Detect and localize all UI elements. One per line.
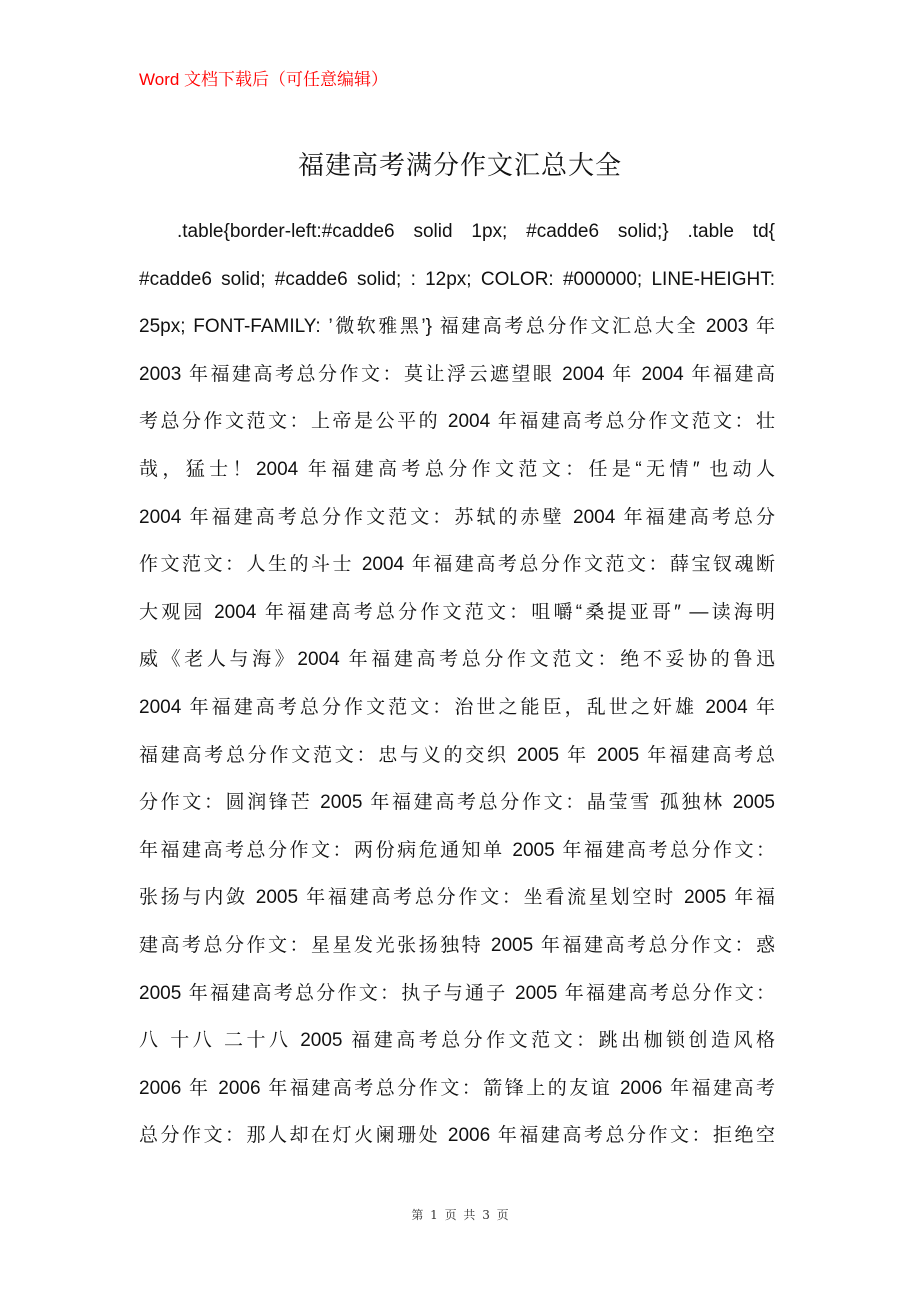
body-line: 八 十八 二十八 2005 福建高考总分作文范文：跳出枷锁创造风格 (139, 1030, 775, 1052)
download-notice-header: Word 文档下载后（可任意编辑） (139, 70, 389, 89)
body-line: 分作文：圆润锋芒 2005 年福建高考总分作文：晶莹雪 孤独林 2005 (139, 792, 775, 814)
body-line: 张扬与内敛 2005 年福建高考总分作文：坐看流星划空时 2005 年福 (139, 887, 775, 909)
body-line: 考总分作文范文：上帝是公平的 2004 年福建高考总分作文范文：壮 (139, 411, 775, 433)
body-line: 大观园 2004 年福建高考总分作文范文：咀嚼“桑提亚哥″ —读海明 (139, 601, 775, 623)
body-line: .table{border-left:#cadde6 solid 1px; #cadde6 solid;} .table td{ (177, 221, 775, 242)
body-line: #cadde6 solid; #cadde6 solid; : 12px; COLOR: #000000; LINE-HEIGHT: (139, 268, 775, 290)
body-line: 25px; FONT-FAMILY: ’微软雅黑’} 福建高考总分作文汇总大全 2003 年 (139, 316, 775, 338)
body-line: 作文范文：人生的斗士 2004 年福建高考总分作文范文：薛宝钗魂断 (139, 554, 775, 576)
body-line: 2005 年福建高考总分作文：执子与通子 2005 年福建高考总分作文： (139, 982, 775, 1004)
body-line: 2004 年福建高考总分作文范文：苏轼的赤壁 2004 年福建高考总分 (139, 506, 775, 528)
body-line: 年福建高考总分作文：两份病危通知单 2005 年福建高考总分作文： (139, 839, 775, 861)
body-line: 威《老人与海》2004 年福建高考总分作文范文：绝不妥协的鲁迅 (139, 649, 775, 671)
page-number-footer: 第 1 页 共 3 页 (411, 1208, 509, 1222)
body-line: 哉，猛士！2004 年福建高考总分作文范文：任是“无情″ 也动人 (139, 458, 775, 480)
body-line: 2003 年福建高考总分作文：莫让浮云遮望眼 2004 年 2004 年福建高 (139, 363, 775, 385)
body-line: 2004 年福建高考总分作文范文：治世之能臣，乱世之奸雄 2004 年 (139, 696, 775, 718)
body-line: 总分作文：那人却在灯火阑珊处 2006 年福建高考总分作文：拒绝空 (139, 1125, 775, 1147)
document-title: 福建高考满分作文汇总大全 (297, 151, 622, 181)
body-line: 建高考总分作文：星星发光张扬独特 2005 年福建高考总分作文：惑 (139, 934, 775, 956)
body-line: 福建高考总分作文范文：忠与义的交织 2005 年 2005 年福建高考总 (139, 744, 775, 766)
body-line: 2006 年 2006 年福建高考总分作文：箭锋上的友谊 2006 年福建高考 (139, 1077, 775, 1099)
document-body (139, 208, 775, 1160)
